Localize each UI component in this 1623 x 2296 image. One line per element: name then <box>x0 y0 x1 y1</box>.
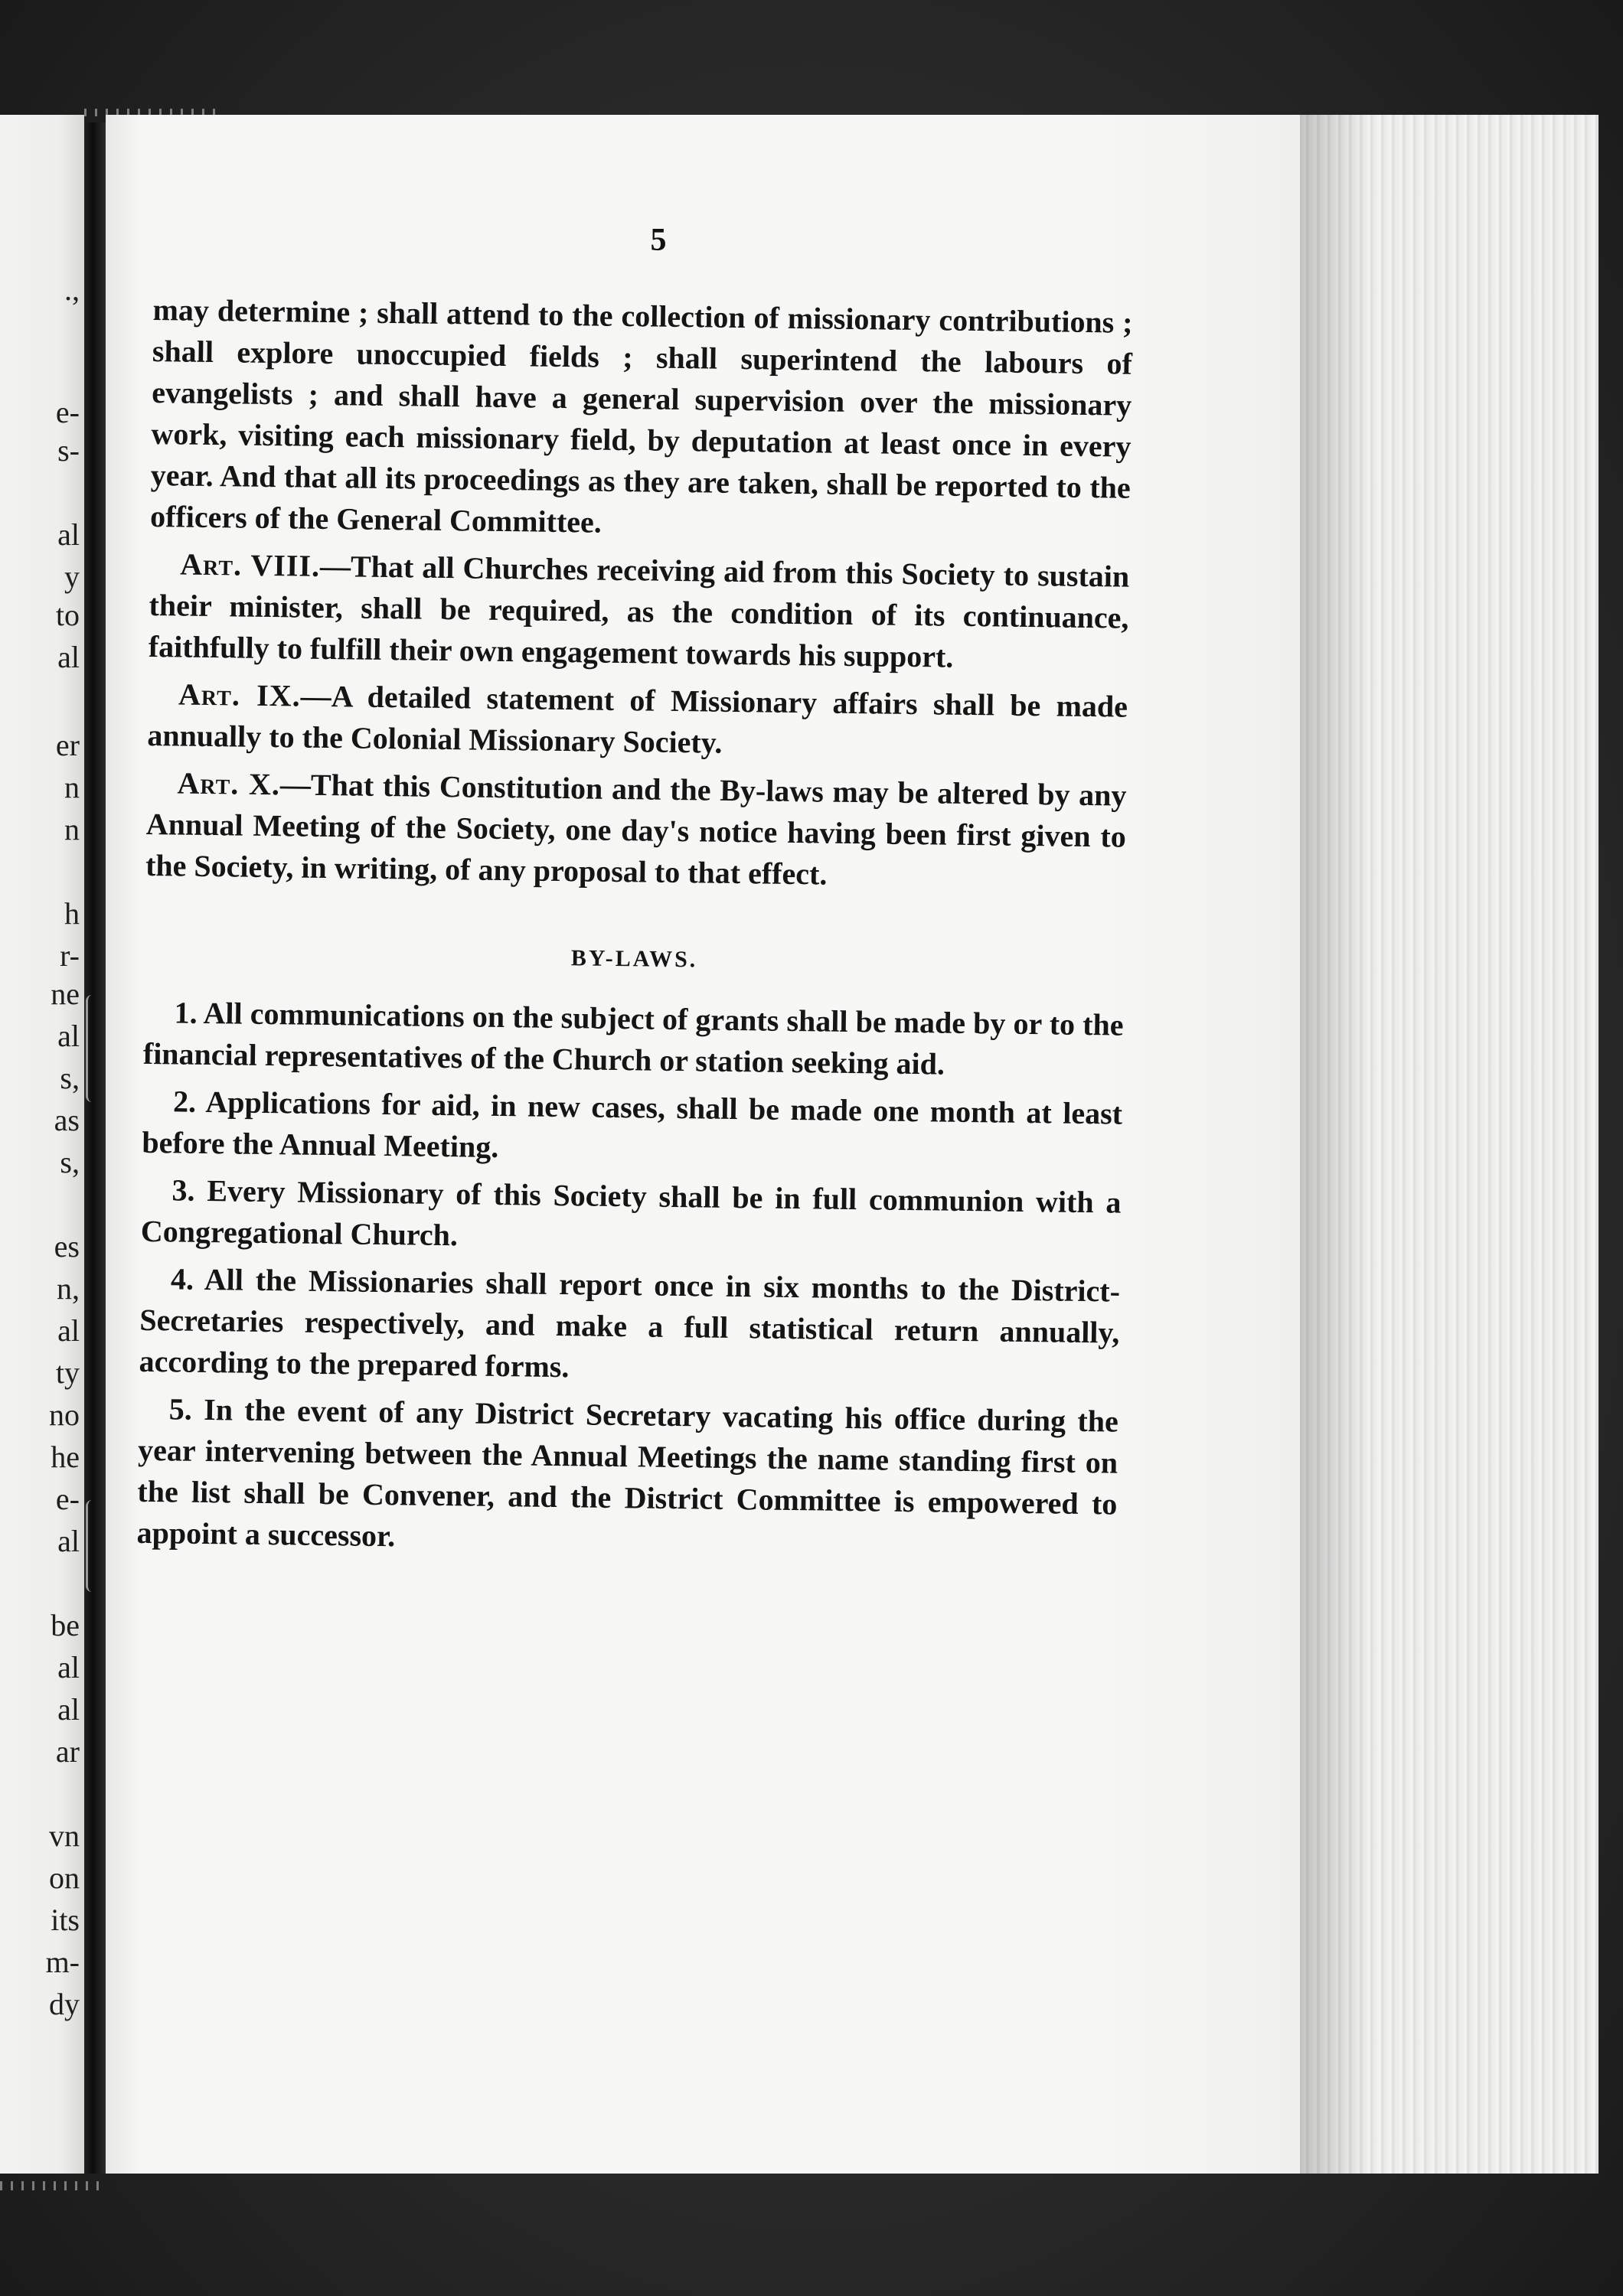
bylaw-item: 2. Applications for aid, in new cases, shall be made one month at least before the Annual Meeting. <box>142 1084 1123 1165</box>
article-label: Art. IX. <box>178 677 301 713</box>
previous-page-fragment: s, <box>60 1145 80 1179</box>
previous-page-fragment: al <box>57 1650 80 1684</box>
previous-page-fragment: as <box>54 1103 80 1137</box>
page-edge-marks <box>0 2181 100 2190</box>
previous-page-fragment: vn <box>49 1818 80 1853</box>
previous-page-fragment: e- <box>55 395 80 429</box>
article-8 <box>149 543 1130 680</box>
binding-stitch <box>86 995 99 1102</box>
binding-stitch <box>86 1500 99 1592</box>
page-number: 5 <box>650 223 667 258</box>
previous-page-fragment: ., <box>64 272 80 307</box>
previous-page-fragment: y <box>64 559 80 594</box>
continuation-paragraph: may determine ; shall attend to the collection of missionary contributions ; shall explore unoccupied fields ; shall superintend the labours of evangelists ; and shall have a general supervision over the missionary work, visiting each missionary field, by deputation at least once in every year. And that all its proceedings as they are taken, shall be reported to the officers of the General Committee. <box>149 292 1133 540</box>
page-fold-shadow <box>1300 115 1369 2174</box>
previous-page-fragment: s- <box>57 433 80 468</box>
previous-page-fragment: al <box>57 517 80 552</box>
previous-page-fragment: al <box>57 1019 80 1053</box>
previous-page-fragment: n <box>64 770 80 804</box>
page-text <box>136 289 1133 1573</box>
article-text: —That this Constitution and the By-laws may be altered by any Annual Meeting of the Society, one day's notice having been first given to the Society, in writing, of any proposal to that effect. <box>145 767 1127 892</box>
previous-page-fragment: al <box>57 640 80 674</box>
previous-page-fragment: ar <box>55 1734 80 1769</box>
previous-page-fragment: n, <box>57 1271 80 1306</box>
bylaw-item: 4. All the Missionaries shall report once in six months to the District-Secretaries respectively, and make a full statistical return annually, according to the prepared forms. <box>139 1261 1121 1384</box>
previous-page-fragment: s, <box>60 1061 80 1095</box>
previous-page-fragment: to <box>55 598 80 632</box>
previous-page-fragment: ne <box>51 977 80 1011</box>
previous-page-fragment: dy <box>49 1987 80 2021</box>
previous-page-fragment: al <box>57 1692 80 1727</box>
previous-page-fragment: al <box>57 1313 80 1348</box>
article-text: —A detailed statement of Missionary affairs shall be made annually to the Colonial Missionary Society. <box>147 678 1128 760</box>
previous-page-fragment: m- <box>45 1945 80 1979</box>
previous-page-fragment: es <box>54 1229 80 1264</box>
bylaws-heading: BY-LAWS. <box>570 945 698 973</box>
previous-page-fragment: on <box>49 1861 80 1895</box>
previous-page-fragment: r- <box>60 938 80 973</box>
article-9 <box>147 673 1128 769</box>
bylaw-item: 1. All communications on the subject of grants shall be made by or to the financial representatives of the Church or station seeking aid. <box>142 995 1124 1081</box>
article-label: Art. VIII. <box>180 546 321 583</box>
article-text: —That all Churches receiving aid from this Society to sustain their minister, shall be required, as the condition of its continuance, faithfully to fulfill their own engagement towards his support. <box>148 548 1130 674</box>
previous-page-fragment: e- <box>55 1482 80 1516</box>
previous-page-fragment: n <box>64 812 80 846</box>
previous-page-fragment: its <box>51 1903 80 1937</box>
article-label: Art. X. <box>177 765 281 802</box>
book-gutter <box>84 122 106 2174</box>
previous-page-fragment: no <box>49 1397 80 1432</box>
previous-page-edge <box>0 115 84 2174</box>
article-10 <box>145 762 1127 899</box>
previous-page-fragment: h <box>64 896 80 931</box>
previous-page-fragment: al <box>57 1524 80 1558</box>
bylaw-item: 3. Every Missionary of this Society shall be in full communion with a Congregational Church. <box>140 1172 1122 1253</box>
previous-page-fragment: er <box>55 728 80 762</box>
previous-page-fragment: ty <box>55 1355 80 1390</box>
bylaw-item: 5. In the event of any District Secretary vacating his office during the year intervening between the Annual Meetings the name standing first on the list shall be Convener, and the District Committee is empowered to appoint a successor. <box>136 1391 1119 1554</box>
previous-page-fragment: he <box>51 1440 80 1474</box>
previous-page-fragment: be <box>51 1608 80 1642</box>
